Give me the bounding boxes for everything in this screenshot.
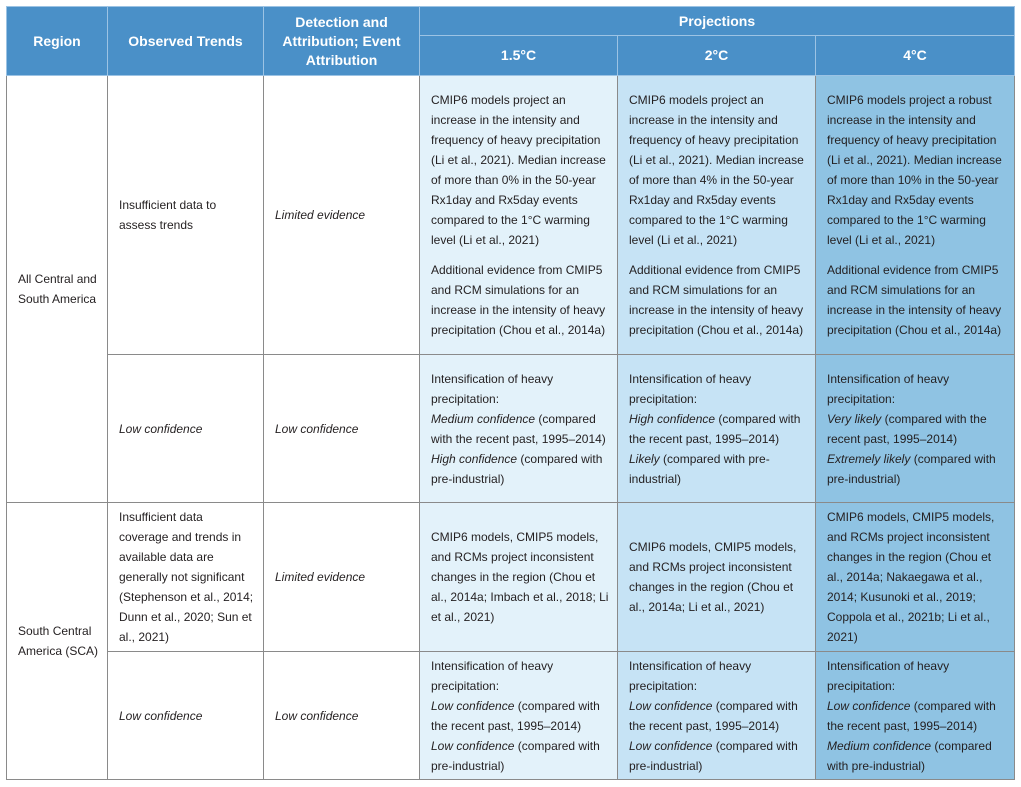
confidence-line (827, 736, 1006, 776)
comparison-text: (compared with pre-industrial) (629, 738, 798, 773)
region-cell: South Central America (SCA) (7, 503, 108, 780)
projection-paragraph: Additional evidence from CMIP5 and RCM simulations for an increase in the intensity of heavy precipitation (Chou et al., 2014a) (431, 263, 606, 337)
confidence-line (629, 449, 807, 489)
projection-2c-cell (618, 652, 816, 780)
confidence-term: Low confidence (827, 698, 911, 713)
projection-paragraph: CMIP6 models project an increase in the intensity and frequency of heavy precipitation (Li et al., 2021). Median increase of more than 4% in the 50-year Rx1day and Rx5day events compared to the 1°C warming level (Li et al., 2021) (629, 93, 804, 247)
confidence-line (629, 696, 807, 736)
region-cell: All Central and South America (7, 76, 108, 503)
table-row (7, 355, 1015, 503)
confidence-term: Medium confidence (431, 411, 536, 426)
confidence-line (629, 736, 807, 776)
observed-cell: Insufficient data to assess trends (108, 76, 264, 355)
confidence-term: Low confidence (629, 698, 713, 713)
detection-cell: Limited evidence (264, 503, 420, 652)
header-2c: 2°C (618, 36, 816, 76)
confidence-line (827, 409, 1006, 449)
comparison-text: (compared with pre-industrial) (827, 738, 992, 773)
confidence-line (827, 449, 1006, 489)
confidence-term: Extremely likely (827, 451, 911, 466)
confidence-line (431, 449, 609, 489)
projection-1-5c-cell (420, 76, 618, 355)
confidence-line (629, 409, 807, 449)
intensification-intro: Intensification of heavy precipitation: (431, 658, 554, 693)
confidence-term: Very likely (827, 411, 882, 426)
projection-1-5c-cell (420, 652, 618, 780)
header-1-5c: 1.5°C (420, 36, 618, 76)
confidence-term: Low confidence (431, 698, 515, 713)
observed-cell: Low confidence (108, 355, 264, 503)
header-row-top (7, 7, 1015, 36)
confidence-line (431, 409, 609, 449)
header-4c: 4°C (816, 36, 1015, 76)
detection-cell: Low confidence (264, 652, 420, 780)
header-projections: Projections (420, 7, 1015, 36)
confidence-term: High confidence (629, 411, 716, 426)
confidence-term: Likely (629, 451, 660, 466)
heavy-precipitation-table (6, 6, 1015, 780)
projection-paragraph: Additional evidence from CMIP5 and RCM simulations for an increase in the intensity of heavy precipitation (Chou et al., 2014a) (827, 263, 1002, 337)
projection-paragraph: CMIP6 models project a robust increase in the intensity and frequency of heavy precipitation (Li et al., 2021). Median increase of more than 10% in the 50-year Rx1day and Rx5day events compared to the 1°C warming level (Li et al., 2021) (827, 93, 1002, 247)
projection-paragraph: Additional evidence from CMIP5 and RCM simulations for an increase in the intensity of heavy precipitation (Chou et al., 2014a) (629, 263, 804, 337)
header-observed-trends: Observed Trends (108, 7, 264, 76)
confidence-term: High confidence (431, 451, 518, 466)
confidence-line (827, 696, 1006, 736)
projection-1-5c-cell: CMIP6 models, CMIP5 models, and RCMs project inconsistent changes in the region (Chou et al., 2014a; Imbach et al., 2018; Li et al., 2021) (420, 503, 618, 652)
intensification-intro: Intensification of heavy precipitation: (629, 371, 752, 406)
header-detection-attribution: Detection and Attribution; Event Attribution (264, 7, 420, 76)
comparison-text: (compared with pre-industrial) (629, 451, 770, 486)
comparison-text: (compared with the recent past, 1995–2014) (827, 411, 987, 446)
projection-2c-cell (618, 355, 816, 503)
comparison-text: (compared with pre-industrial) (431, 451, 603, 486)
intensification-intro: Intensification of heavy precipitation: (827, 658, 950, 693)
projection-4c-cell (816, 76, 1015, 355)
comparison-text: (compared with pre-industrial) (827, 451, 996, 486)
intensification-intro: Intensification of heavy precipitation: (431, 371, 554, 406)
comparison-text: (compared with the recent past, 1995–2014) (827, 698, 996, 733)
detection-cell: Limited evidence (264, 76, 420, 355)
projection-4c-cell (816, 355, 1015, 503)
observed-cell: Insufficient data coverage and trends in available data are generally not significant (Stephenson et al., 2014; Dunn et al., 2020; Sun et al., 2021) (108, 503, 264, 652)
intensification-intro: Intensification of heavy precipitation: (629, 658, 752, 693)
confidence-line (431, 696, 609, 736)
projection-2c-cell: CMIP6 models, CMIP5 models, and RCMs project inconsistent changes in the region (Chou et al., 2014a; Li et al., 2021) (618, 503, 816, 652)
comparison-text: (compared with the recent past, 1995–2014) (431, 698, 600, 733)
projection-paragraph: CMIP6 models project an increase in the intensity and frequency of heavy precipitation (Li et al., 2021). Median increase of more than 0% in the 50-year Rx1day and Rx5day events compared to the 1°C warming level (Li et al., 2021) (431, 93, 606, 247)
confidence-term: Low confidence (431, 738, 515, 753)
comparison-text: (compared with the recent past, 1995–2014) (431, 411, 606, 446)
projection-4c-cell: CMIP6 models, CMIP5 models, and RCMs project inconsistent changes in the region (Chou et al., 2014a; Nakaegawa et al., 2014; Kusunoki et al., 2019; Coppola et al., 2021b; Li et al., 2021) (816, 503, 1015, 652)
comparison-text: (compared with the recent past, 1995–2014) (629, 411, 801, 446)
projection-4c-cell (816, 652, 1015, 780)
comparison-text: (compared with pre-industrial) (431, 738, 600, 773)
confidence-line (431, 736, 609, 776)
confidence-term: Medium confidence (827, 738, 932, 753)
comparison-text: (compared with the recent past, 1995–2014) (629, 698, 798, 733)
confidence-term: Low confidence (629, 738, 713, 753)
projection-1-5c-cell (420, 355, 618, 503)
table-row (7, 503, 1015, 652)
table-row (7, 76, 1015, 355)
detection-cell: Low confidence (264, 355, 420, 503)
observed-cell: Low confidence (108, 652, 264, 780)
table-row (7, 652, 1015, 780)
projection-2c-cell (618, 76, 816, 355)
header-region: Region (7, 7, 108, 76)
intensification-intro: Intensification of heavy precipitation: (827, 371, 950, 406)
